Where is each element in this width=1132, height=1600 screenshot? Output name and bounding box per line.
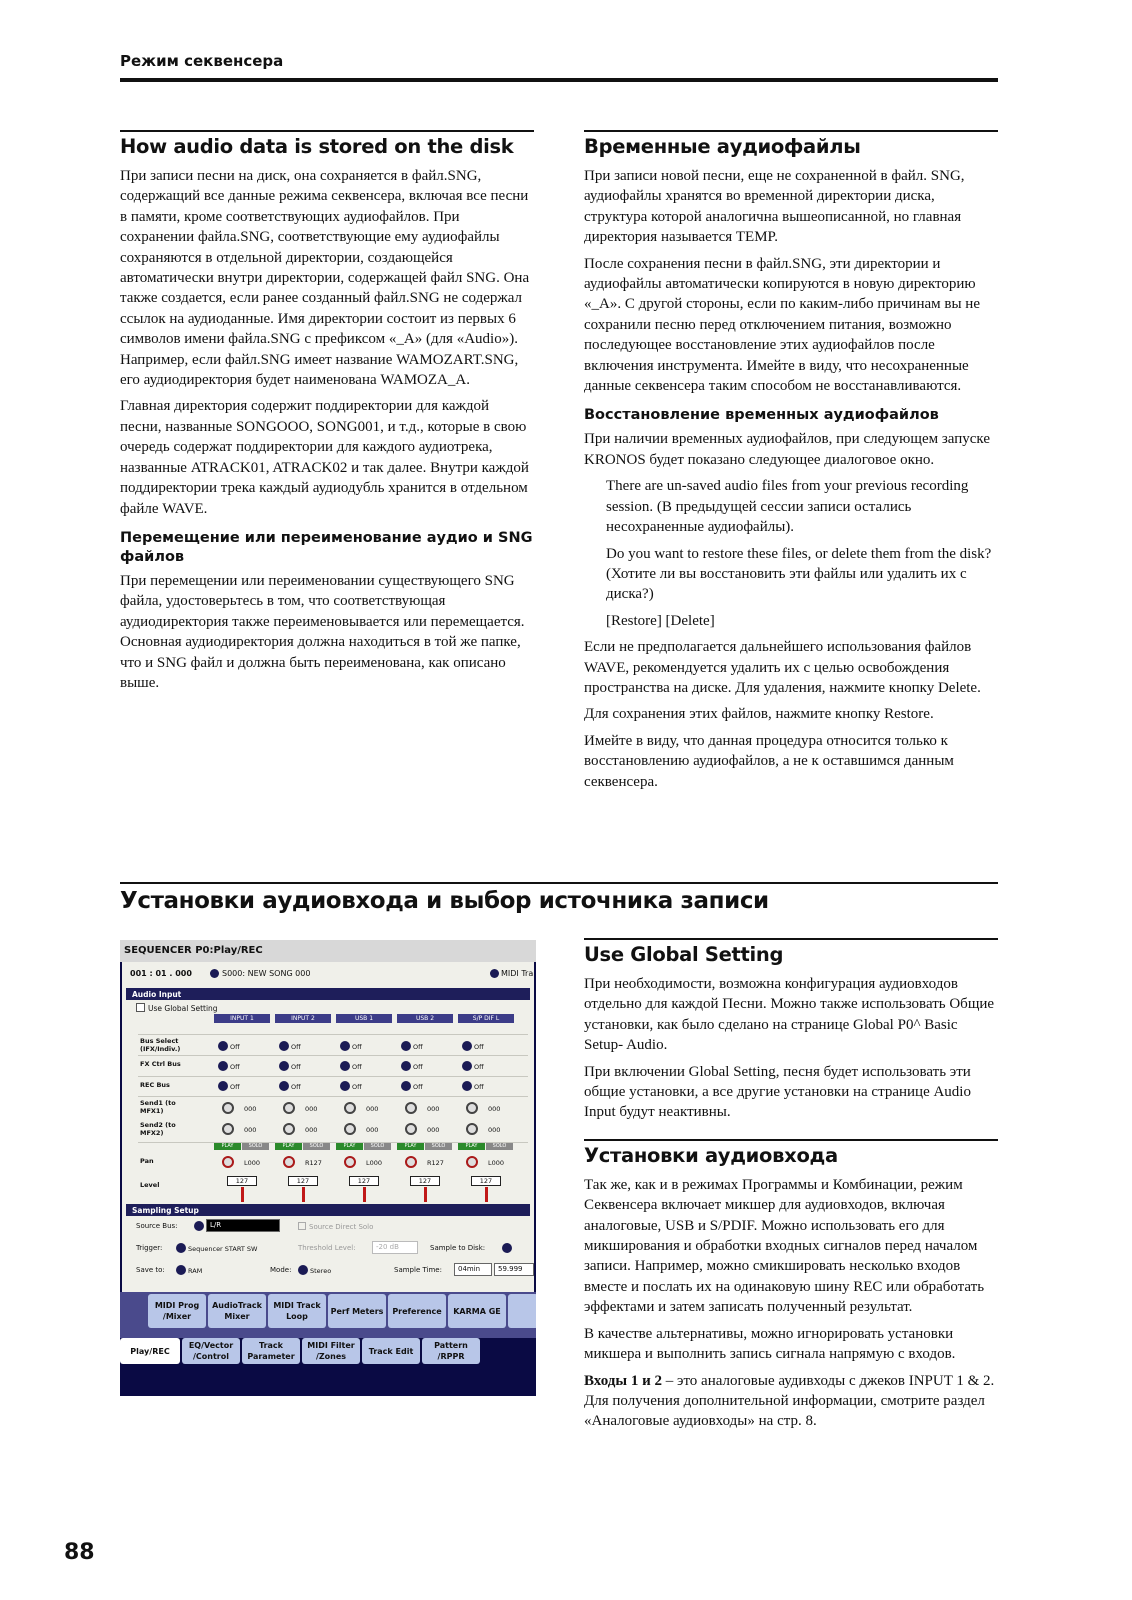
sample-time-sec-field[interactable]: 59.999: [494, 1263, 534, 1276]
solo-button-1[interactable]: SOLO: [242, 1143, 269, 1150]
paragraph: Главная директория содержит поддиректории для каждой песни, названные SONGOOO, SONG001, и т.д., которые в свою очередь содержат поддиректории для каждого аудиотрека, названные ATRACK01, ATRACK02 и так далее. Внутри каждой поддиректории трека каждый аудиодубль хранится в отдельном файле WAVE.: [120, 398, 529, 517]
popup-icon: [340, 1081, 350, 1091]
value: 000: [427, 1126, 440, 1134]
paragraph: После сохранения песни в файл.SNG, эти директории и аудиофайлы автоматически копируются в новую директорию «_A». С другой стороны, если по каким-либо причинам вы не сохранили песню перед отключением питания, возможно последующее восстановление этих аудиофайлов после включения инструмента. Имейте в виду, что несохраненные данные секвенсера таким способом не восстанавливаются.: [584, 255, 980, 395]
dialog-quote: Do you want to restore these files, or delete them from the disk? (Хотите ли вы восстановить эти файлы или удалить их с диска?): [606, 545, 992, 603]
section-rule: [120, 882, 998, 884]
save-to-value: RAM: [188, 1267, 203, 1275]
column-header: INPUT 1: [214, 1014, 270, 1023]
value: R127: [305, 1159, 322, 1167]
solo-button-2[interactable]: SOLO: [303, 1143, 330, 1150]
sample-time-label: Sample Time:: [394, 1266, 442, 1274]
rec-bus-1[interactable]: [218, 1081, 240, 1091]
paragraph-text: – это аналоговые аудивходы с джеков INPUT 1 & 2. Для получения дополнительной информации, смотрите раздел «Аналоговые аудиовходы» на стр. 8.: [584, 1372, 995, 1430]
section-title: Установки аудиовхода и выбор источника записи: [120, 888, 769, 914]
paragraph: При необходимости, возможна конфигурация аудиовходов отдельно для каждой Песни. Можно также использовать Общие установки, как было сделано на странице Global P0^ Basic Setup- Audio.: [584, 976, 995, 1054]
value: Off: [230, 1043, 240, 1051]
popup-icon: [401, 1061, 411, 1071]
sample-time-min-field[interactable]: 04min: [454, 1263, 492, 1276]
pan-knob-5[interactable]: [466, 1156, 504, 1168]
column-header: USB 1: [336, 1014, 392, 1023]
dialog-buttons-quote: [Restore] [Delete]: [606, 612, 715, 629]
position-readout: 001 : 01 . 000: [130, 969, 192, 978]
row-label-pan: Pan: [140, 1157, 154, 1165]
pan-knob-1[interactable]: [222, 1156, 260, 1168]
dialog-quote: There are un-saved audio files from your previous recording session. (В предыдущей сессии записи остались несохраненные аудиофайлы).: [606, 478, 969, 536]
header-rule: [120, 78, 998, 82]
play-button-1[interactable]: PLAY: [214, 1143, 241, 1150]
popup-icon: [279, 1041, 289, 1051]
song-row: [122, 962, 534, 984]
tab-preference[interactable]: Preference: [388, 1294, 446, 1328]
send1-knob-2[interactable]: [283, 1102, 317, 1114]
right-lower-column: [584, 938, 998, 1438]
sampling-setup-panel: [122, 1202, 534, 1306]
paragraph: Для сохранения этих файлов, нажмите кнопку Restore.: [584, 706, 934, 723]
value: 000: [244, 1126, 257, 1134]
bold-term: Входы 1 и 2: [584, 1372, 662, 1389]
knob-icon: [222, 1102, 234, 1114]
play-button-5[interactable]: PLAY: [458, 1143, 485, 1150]
value: Off: [474, 1043, 484, 1051]
send1-knob-4[interactable]: [405, 1102, 439, 1114]
screen-title: SEQUENCER P0:Play/REC: [120, 940, 536, 962]
subheading: Восстановление временных аудиофайлов: [584, 407, 939, 424]
send2-knob-5[interactable]: [466, 1123, 500, 1135]
paragraph: При наличии временных аудиофайлов, при следующем запуске KRONOS будет показано следующее диалоговое окно.: [584, 431, 990, 468]
row-label-send1: Send1 (to MFX1): [140, 1099, 176, 1115]
popup-icon: [218, 1041, 228, 1051]
value: L000: [488, 1159, 505, 1167]
sample-to-disk-label: Sample to Disk:: [430, 1244, 486, 1252]
level-slider-4[interactable]: 127: [410, 1176, 440, 1186]
value: Off: [474, 1083, 484, 1091]
pan-knob-4[interactable]: [405, 1156, 444, 1168]
tab-play-rec[interactable]: Play/REC: [120, 1338, 180, 1364]
tab-midi-filter-zones[interactable]: MIDI Filter /Zones: [302, 1338, 360, 1364]
grid-line: [138, 1096, 528, 1097]
midi-track-label: MIDI Tra: [501, 969, 534, 978]
tab-track-parameter[interactable]: Track Parameter: [242, 1338, 300, 1364]
fx-ctrl-1[interactable]: [218, 1061, 240, 1071]
popup-icon: [298, 1265, 308, 1275]
source-bus-label: Source Bus:: [136, 1222, 178, 1230]
send2-knob-1[interactable]: [222, 1123, 256, 1135]
knob-icon: [283, 1123, 295, 1135]
solo-button-4[interactable]: SOLO: [425, 1143, 452, 1150]
sampling-setup-header: Sampling Setup: [126, 1204, 530, 1216]
play-button-4[interactable]: PLAY: [397, 1143, 424, 1150]
level-slider-2[interactable]: 127: [288, 1176, 318, 1186]
knob-icon: [466, 1123, 478, 1135]
value: Off: [352, 1043, 362, 1051]
knob-icon: [344, 1102, 356, 1114]
popup-icon: [401, 1081, 411, 1091]
audio-input-header: Audio Input: [126, 988, 530, 1000]
column-header: S/P DIF L: [458, 1014, 514, 1023]
value: 000: [427, 1105, 440, 1113]
page-number: 88: [64, 1540, 95, 1565]
popup-icon: [401, 1041, 411, 1051]
paragraph: При перемещении или переименовании существующего SNG файла, удостоверьтесь в том, что соответствующая аудиодиректория также переименовывается или перемещается. Основная аудиодиректория должна находиться в той же папке, что и SNG файл и должна быть переименована, как описано выше.: [120, 572, 525, 691]
value: 000: [488, 1126, 501, 1134]
value: 000: [366, 1105, 379, 1113]
popup-icon: [176, 1243, 186, 1253]
column-header: INPUT 2: [275, 1014, 331, 1023]
value: R127: [427, 1159, 444, 1167]
sample-to-disk-toggle[interactable]: [502, 1243, 514, 1253]
send1-knob-3[interactable]: [344, 1102, 378, 1114]
popup-icon: [340, 1041, 350, 1051]
running-head: Режим секвенсера: [120, 52, 284, 70]
fx-ctrl-2[interactable]: [279, 1061, 301, 1071]
rec-bus-5[interactable]: [462, 1081, 484, 1091]
threshold-field[interactable]: -20 dB: [372, 1241, 418, 1254]
source-bus-popup[interactable]: [194, 1221, 206, 1231]
value: 000: [305, 1126, 318, 1134]
play-button-3[interactable]: PLAY: [336, 1143, 363, 1150]
bus-select-1[interactable]: [218, 1041, 240, 1051]
grid-line: [138, 1055, 528, 1056]
knob-icon: [283, 1102, 295, 1114]
popup-icon: [462, 1041, 472, 1051]
level-slider-5[interactable]: 127: [471, 1176, 501, 1186]
save-to-label: Save to:: [136, 1266, 165, 1274]
popup-icon: [279, 1061, 289, 1071]
knob-icon: [466, 1102, 478, 1114]
value: 000: [305, 1105, 318, 1113]
threshold-label: Threshold Level:: [298, 1244, 356, 1252]
play-button-2[interactable]: PLAY: [275, 1143, 302, 1150]
value: Off: [413, 1063, 423, 1071]
grid-line: [138, 1076, 528, 1077]
knob-icon: [405, 1156, 417, 1168]
right-column: [584, 130, 998, 798]
popup-icon: [194, 1221, 204, 1231]
section-heading: How audio data is stored on the disk: [120, 130, 534, 159]
midi-track-select[interactable]: [490, 969, 533, 978]
tab-pattern-rppr[interactable]: Pattern /RPPR: [422, 1338, 480, 1364]
song-select[interactable]: [210, 969, 310, 978]
checkbox-icon: [298, 1222, 306, 1230]
bus-select-5[interactable]: [462, 1041, 484, 1051]
value: L000: [366, 1159, 383, 1167]
send1-knob-5[interactable]: [466, 1102, 500, 1114]
grid-line: [138, 1034, 528, 1035]
paragraph: В качестве альтернативы, можно игнорировать установки микшера и выполнить запись сигнала напрямую с входов.: [584, 1325, 956, 1363]
knob-icon: [344, 1156, 356, 1168]
source-direct-solo-checkbox[interactable]: [298, 1222, 373, 1231]
mode-select[interactable]: [298, 1265, 331, 1275]
mode-value: Stereo: [310, 1267, 332, 1275]
popup-icon: [218, 1061, 228, 1071]
paragraph: Имейте в виду, что данная процедура относится только к восстановлению аудиофайлов, а не к оставшимся данным секвенсера.: [584, 732, 954, 790]
mode-label: Mode:: [270, 1266, 292, 1274]
checkbox-icon: [136, 1003, 145, 1012]
pan-knob-2[interactable]: [283, 1156, 322, 1168]
rec-bus-4[interactable]: [401, 1081, 423, 1091]
tab-overflow[interactable]: [508, 1294, 536, 1328]
bus-select-4[interactable]: [401, 1041, 423, 1051]
trigger-value: Sequencer START SW: [188, 1245, 258, 1253]
tab-audiotrack-mixer[interactable]: AudioTrack Mixer: [208, 1294, 266, 1328]
tab-karma-ge[interactable]: KARMA GE: [448, 1294, 506, 1328]
send2-knob-3[interactable]: [344, 1123, 378, 1135]
bus-select-3[interactable]: [340, 1041, 362, 1051]
value: Off: [291, 1063, 301, 1071]
popup-icon: [340, 1061, 350, 1071]
lower-tab-bar: [120, 1338, 536, 1396]
trigger-select[interactable]: [176, 1243, 257, 1253]
value: Off: [413, 1043, 423, 1051]
send2-knob-2[interactable]: [283, 1123, 317, 1135]
popup-icon: [210, 969, 219, 978]
row-label-rec-bus: REC Bus: [140, 1081, 170, 1089]
knob-icon: [222, 1123, 234, 1135]
popup-icon: [490, 969, 499, 978]
paragraph: [584, 1371, 998, 1432]
tab-track-edit[interactable]: Track Edit: [362, 1338, 420, 1364]
level-slider-3[interactable]: 127: [349, 1176, 379, 1186]
column-header: USB 2: [397, 1014, 453, 1023]
send2-knob-4[interactable]: [405, 1123, 439, 1135]
value: Off: [413, 1083, 423, 1091]
popup-icon: [462, 1061, 472, 1071]
fx-ctrl-3[interactable]: [340, 1061, 362, 1071]
pan-knob-3[interactable]: [344, 1156, 382, 1168]
value: Off: [474, 1063, 484, 1071]
solo-button-3[interactable]: SOLO: [364, 1143, 391, 1150]
row-label-send2: Send2 (to MFX2): [140, 1121, 176, 1137]
upper-tab-bar: [120, 1292, 536, 1338]
use-global-checkbox[interactable]: [136, 1003, 218, 1013]
knob-icon: [283, 1156, 295, 1168]
section-heading: Временные аудиофайлы: [584, 130, 998, 159]
source-bus-value[interactable]: L/R: [206, 1219, 280, 1232]
tab-eq-vector-control[interactable]: EQ/Vector /Control: [182, 1338, 240, 1364]
paragraph: Если не предполагается дальнейшего использования файлов WAVE, рекомендуется удалить их с целью освобождения пространства на диске. Для удаления, нажмите кнопку Delete.: [584, 639, 981, 696]
value: 000: [366, 1126, 379, 1134]
level-slider-1[interactable]: 127: [227, 1176, 257, 1186]
tab-midi-prog-mixer[interactable]: MIDI Prog /Mixer: [148, 1294, 206, 1328]
value: Off: [352, 1063, 362, 1071]
tab-perf-meters[interactable]: Perf Meters: [328, 1294, 386, 1328]
section-heading: Use Global Setting: [584, 938, 998, 967]
popup-icon: [218, 1081, 228, 1091]
sequencer-screenshot: [120, 940, 536, 1396]
row-label-level: Level: [140, 1181, 160, 1189]
value: Off: [230, 1063, 240, 1071]
value: Off: [352, 1083, 362, 1091]
knob-icon: [222, 1156, 234, 1168]
fx-ctrl-5[interactable]: [462, 1061, 484, 1071]
subheading: Перемещение или переименование аудио и SNG файлов: [120, 529, 533, 565]
knob-icon: [405, 1123, 417, 1135]
knob-icon: [405, 1102, 417, 1114]
paragraph: Так же, как и в режимах Программы и Комбинации, режим Секвенсера включает микшер для аудиовходов, включая аналоговые, USB и S/PDIF. Можно использовать его для микширования и обработки входных сигналов перед началом записи. Например, можно смикшировать несколько входов вместе и послать их на одинаковую шину REC или обработать эффектами и затем записать полученный результат.: [584, 1176, 985, 1316]
value: Off: [230, 1083, 240, 1091]
popup-icon: [279, 1081, 289, 1091]
value: 000: [244, 1105, 257, 1113]
popup-icon: [462, 1081, 472, 1091]
popup-icon: [176, 1265, 186, 1275]
send1-knob-1[interactable]: [222, 1102, 256, 1114]
rec-bus-3[interactable]: [340, 1081, 362, 1091]
value: 000: [488, 1105, 501, 1113]
use-global-label: Use Global Setting: [148, 1004, 218, 1013]
bus-select-2[interactable]: [279, 1041, 301, 1051]
save-to-select[interactable]: [176, 1265, 202, 1275]
section-heading: Установки аудиовхода: [584, 1139, 998, 1168]
source-direct-solo-label: Source Direct Solo: [309, 1223, 374, 1231]
trigger-label: Trigger:: [136, 1244, 163, 1252]
fx-ctrl-4[interactable]: [401, 1061, 423, 1071]
rec-bus-2[interactable]: [279, 1081, 301, 1091]
value: Off: [291, 1043, 301, 1051]
song-name: S000: NEW SONG 000: [222, 969, 311, 978]
value: L000: [244, 1159, 261, 1167]
paragraph: При записи новой песни, еще не сохраненной в файл. SNG, аудиофайлы хранятся во временной директории диска, структура которой аналогична вышеописанной, но главная директория называется TEMP.: [584, 168, 965, 246]
tab-midi-track-loop[interactable]: MIDI Track Loop: [268, 1294, 326, 1328]
knob-icon: [466, 1156, 478, 1168]
row-label-fx-ctrl: FX Ctrl Bus: [140, 1060, 181, 1068]
popup-icon: [502, 1243, 512, 1253]
solo-button-5[interactable]: SOLO: [486, 1143, 513, 1150]
paragraph: При включении Global Setting, песня будет использовать эти общие установки, а все другие установки на странице Audio Input будут неактивны.: [584, 1063, 971, 1121]
left-column: [120, 130, 534, 699]
value: Off: [291, 1083, 301, 1091]
row-label-bus-select: Bus Select (IFX/Indiv.): [140, 1037, 181, 1053]
knob-icon: [344, 1123, 356, 1135]
paragraph: При записи песни на диск, она сохраняется в файл.SNG, содержащий все данные режима секвенсера, включая все песни в памяти, кроме соответствующих аудиофайлов. При сохранении файла.SNG, соответствующие ему аудиофайлы сохраняются в отдельной директории, создающейся автоматически внутри директории, содержащей файл SNG. Она также создается, если ранее созданный файл.SNG не содержал ссылок на аудиоданные. Имя директории состоит из первых 6 символов имени файла.SNG с префиксом «_A» (для «Audio»). Например, если файл.SNG имеет название WAMOZART.SNG, его аудиодиректория будет наименована WAMOZA_A.: [120, 168, 530, 389]
